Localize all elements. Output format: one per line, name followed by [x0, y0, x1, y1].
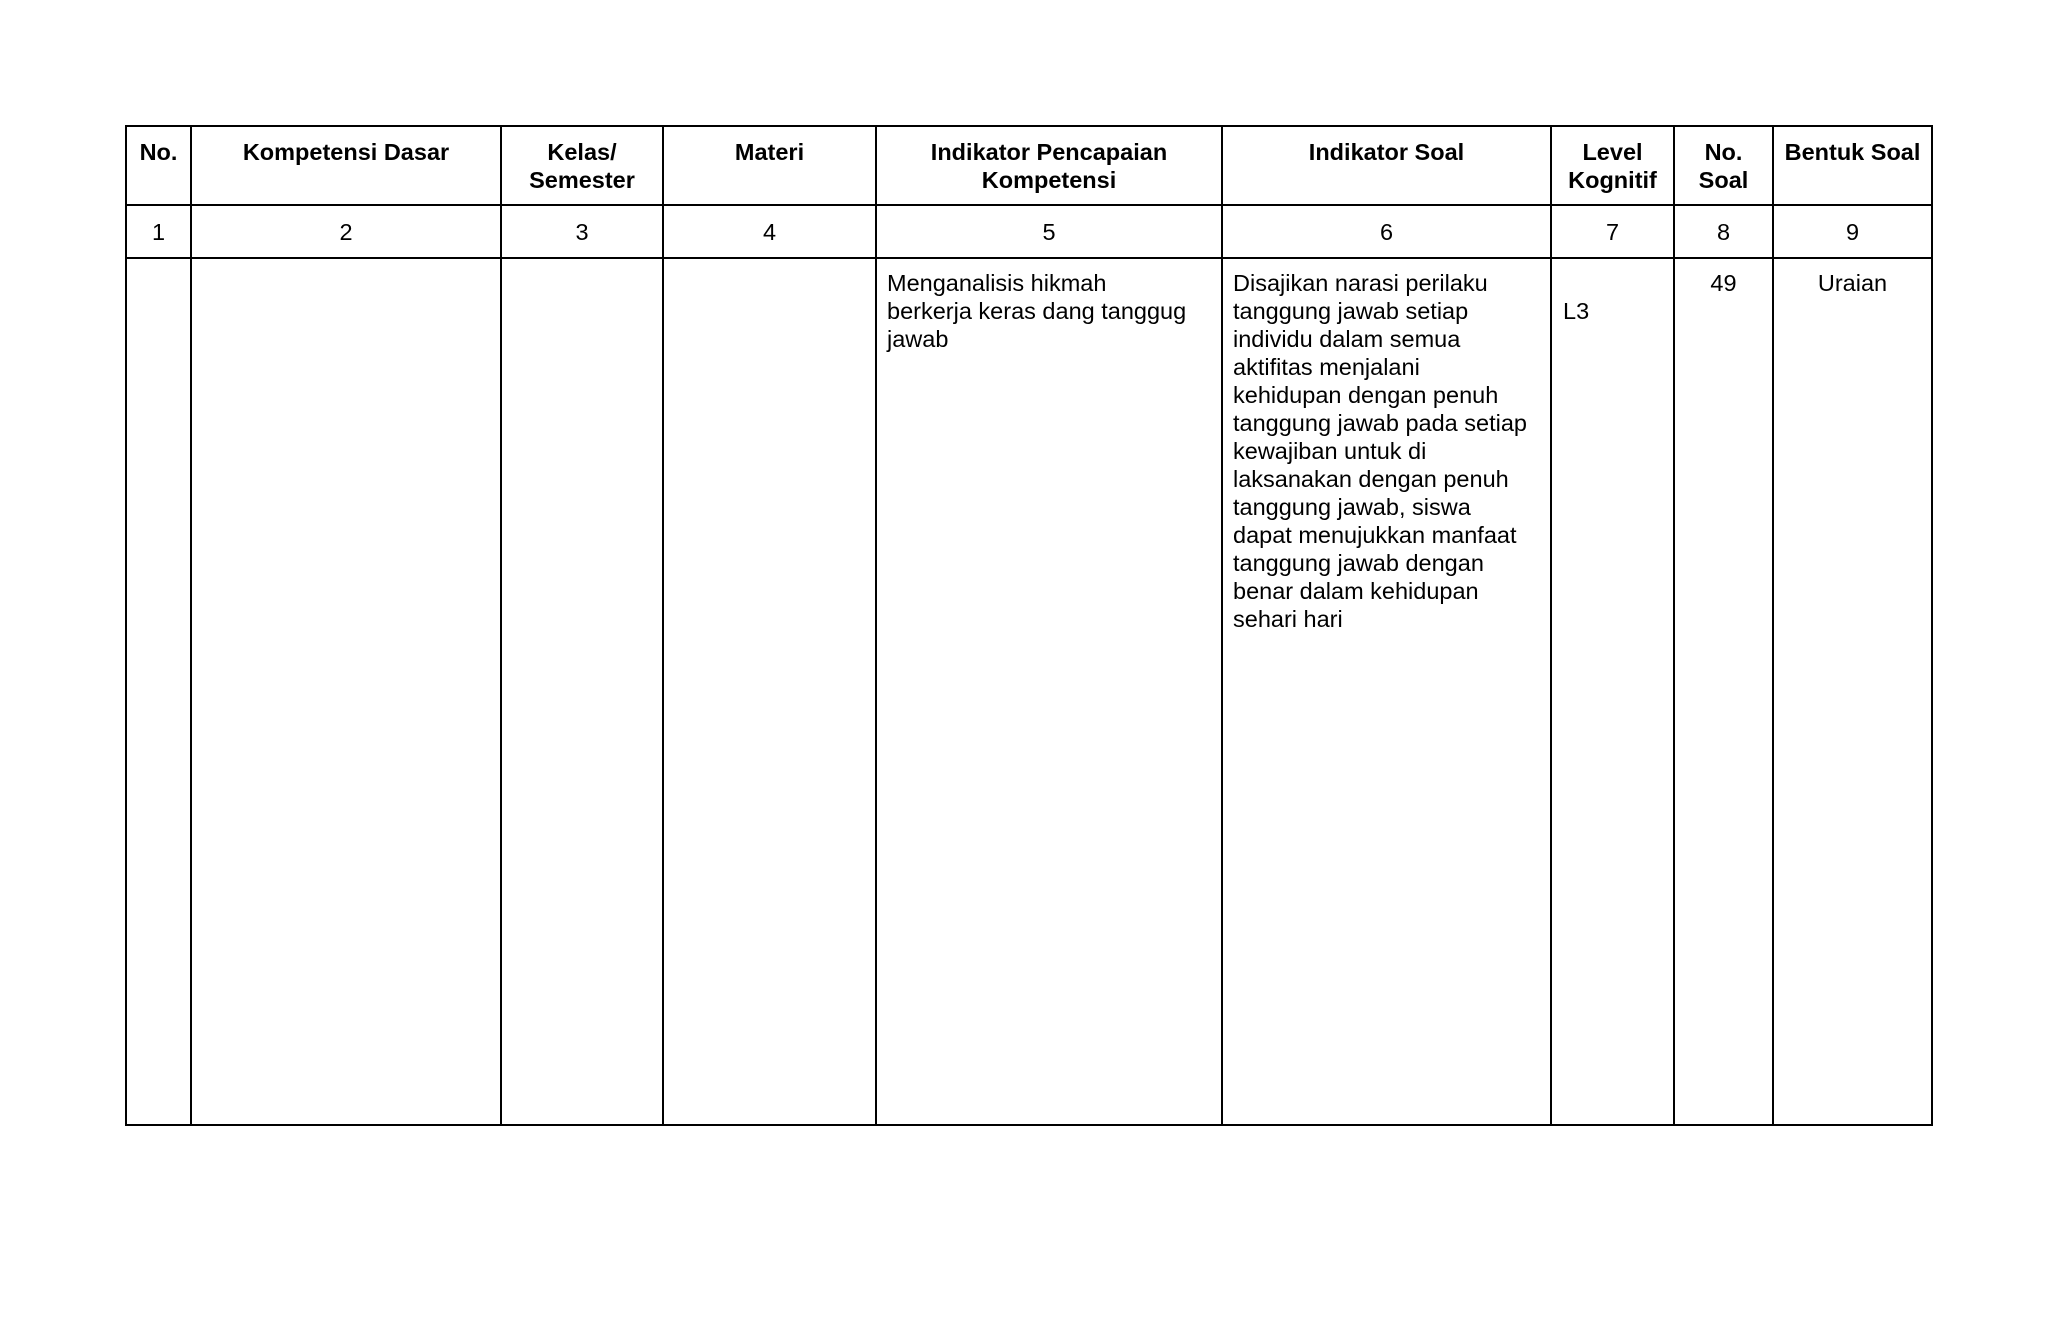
- column-number: 1: [126, 205, 191, 258]
- header-indikator-pencapaian: Indikator Pencapaian Kompetensi: [876, 126, 1222, 205]
- column-number: 8: [1674, 205, 1773, 258]
- cell-materi: [663, 258, 876, 1125]
- kisi-kisi-table: [125, 125, 1933, 1126]
- cell-kelas-semester: [501, 258, 663, 1125]
- header-kompetensi-dasar: Kompetensi Dasar: [191, 126, 501, 205]
- column-number: 9: [1773, 205, 1932, 258]
- column-number: 6: [1222, 205, 1551, 258]
- cell-kompetensi-dasar: [191, 258, 501, 1125]
- header-no: No.: [126, 126, 191, 205]
- cell-no: [126, 258, 191, 1125]
- column-number: 7: [1551, 205, 1674, 258]
- cell-no-soal: 49: [1674, 258, 1773, 1125]
- cell-indikator-soal: Disajikan narasi perilaku tanggung jawab setiap individu dalam semua aktifitas menjalani kehidupan dengan penuh tanggung jawab pada setiap kewajiban untuk di laksanakan dengan penuh tanggung jawab, siswa dapat menujukkan manfaat tanggung jawab dengan benar dalam kehidupan sehari hari: [1222, 258, 1551, 1125]
- table-row: [126, 258, 1932, 1125]
- header-level-kognitif: Level Kognitif: [1551, 126, 1674, 205]
- cell-indikator-pencapaian: Menganalisis hikmah berkerja keras dang tanggug jawab: [876, 258, 1222, 1125]
- column-number: 4: [663, 205, 876, 258]
- header-materi: Materi: [663, 126, 876, 205]
- cell-level-kognitif: L3: [1551, 258, 1674, 1125]
- header-bentuk-soal: Bentuk Soal: [1773, 126, 1932, 205]
- column-number-row: [126, 205, 1932, 258]
- header-row: [126, 126, 1932, 205]
- header-no-soal: No. Soal: [1674, 126, 1773, 205]
- header-indikator-soal: Indikator Soal: [1222, 126, 1551, 205]
- column-number: 3: [501, 205, 663, 258]
- column-number: 2: [191, 205, 501, 258]
- header-kelas-semester: Kelas/ Semester: [501, 126, 663, 205]
- column-number: 5: [876, 205, 1222, 258]
- cell-bentuk-soal: Uraian: [1773, 258, 1932, 1125]
